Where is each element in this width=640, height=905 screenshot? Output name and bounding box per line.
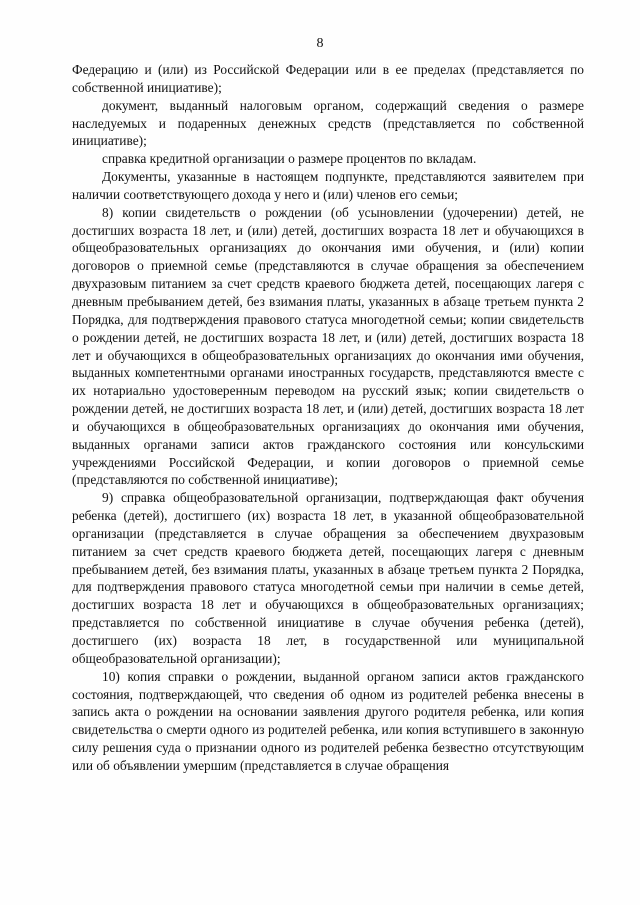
paragraph-item-10: 10) копия справки о рождении, выданной органом записи актов гражданского состояния, подтверждающей, что сведения об одном из родителей ребенка внесены в запись акта о рождении на основании заявления другого родителя ребенка, или копия свидетельства о смерти одного из родителей ребенка, или копия вступившего в законную силу решения суда о признании одного из родителей ребенка безвестно отсутствующим или об объявлении умершим (представляется в случае обращения bbox=[72, 668, 584, 773]
page-number: 8 bbox=[316, 36, 324, 51]
paragraph-1: Федерацию и (или) из Российской Федерации или в ее пределах (представляется по собственной инициативе); bbox=[72, 62, 584, 95]
paragraph-item-8: 8) копии свидетельств о рождении (об усыновлении (удочерении) детей, не достигших возраста 18 лет, и (или) детей, достигших возраста 18 лет и обучающихся в общеобразовательных организациях до окончания ими обучения, и (или) копии договоров о приемной семье (представляются в случае обращения за обеспечением двухразовым питанием за счет средств краевого бюджета детей, посещающих лагеря с дневным пребыванием детей, без взимания платы, указанных в абзаце третьем пункта 2 Порядка, для подтверждения правового статуса многодетной семьи; копии свидетельств о рождении детей, не достигших возраста 18 лет, и (или) детей, достигших возраста 18 лет и обучающихся в общеобразовательных организациях до окончания ими обучения, выданных компетентными органами иностранных государств, представляются вместе с их нотариально удостоверенным переводом на русский язык; копии свидетельств о рождении детей, не достигших возраста 18 лет, и (или) детей, достигших возраста 18 лет и обучающихся в общеобразовательных организациях до окончания ими обучения, выданных органами записи актов гражданского состояния или консульскими учреждениями Российской Федерации, и копии договоров о приемной семье (представляются по собственной инициативе); bbox=[72, 204, 584, 488]
paragraph-3: справка кредитной организации о размере процентов по вкладам. bbox=[102, 151, 477, 167]
paragraph-item-9: 9) справка общеобразовательной организации, подтверждающая факт обучения ребенка (детей), достигшего (их) возраста 18 лет, в указанной общеобразовательной организации (представляется в случае обращения за обеспечением двухразовым питанием за счет средств краевого бюджета детей, посещающих лагеря с дневным пребыванием детей, без взимания платы, указанных в абзаце третьем пункта 2 Порядка, для подтверждения правового статуса многодетной семьи при наличии в семье детей, достигших возраста 18 лет и обучающихся в общеобразовательных организациях; представляется по собственной инициативе в случае обучения ребенка (детей), достигшего (их) возраста 18 лет, в государственной или муниципальной общеобразовательной организации); bbox=[72, 490, 584, 666]
paragraph-4: Документы, указанные в настоящем подпункте, представляются заявителем при наличии соответствующего дохода у него и (или) членов его семьи; bbox=[72, 169, 584, 202]
document-body bbox=[72, 61, 584, 775]
paragraph-2: документ, выданный налоговым органом, содержащий сведения о размере наследуемых и подаренных денежных средств (представляется по собственной инициативе); bbox=[72, 97, 584, 149]
